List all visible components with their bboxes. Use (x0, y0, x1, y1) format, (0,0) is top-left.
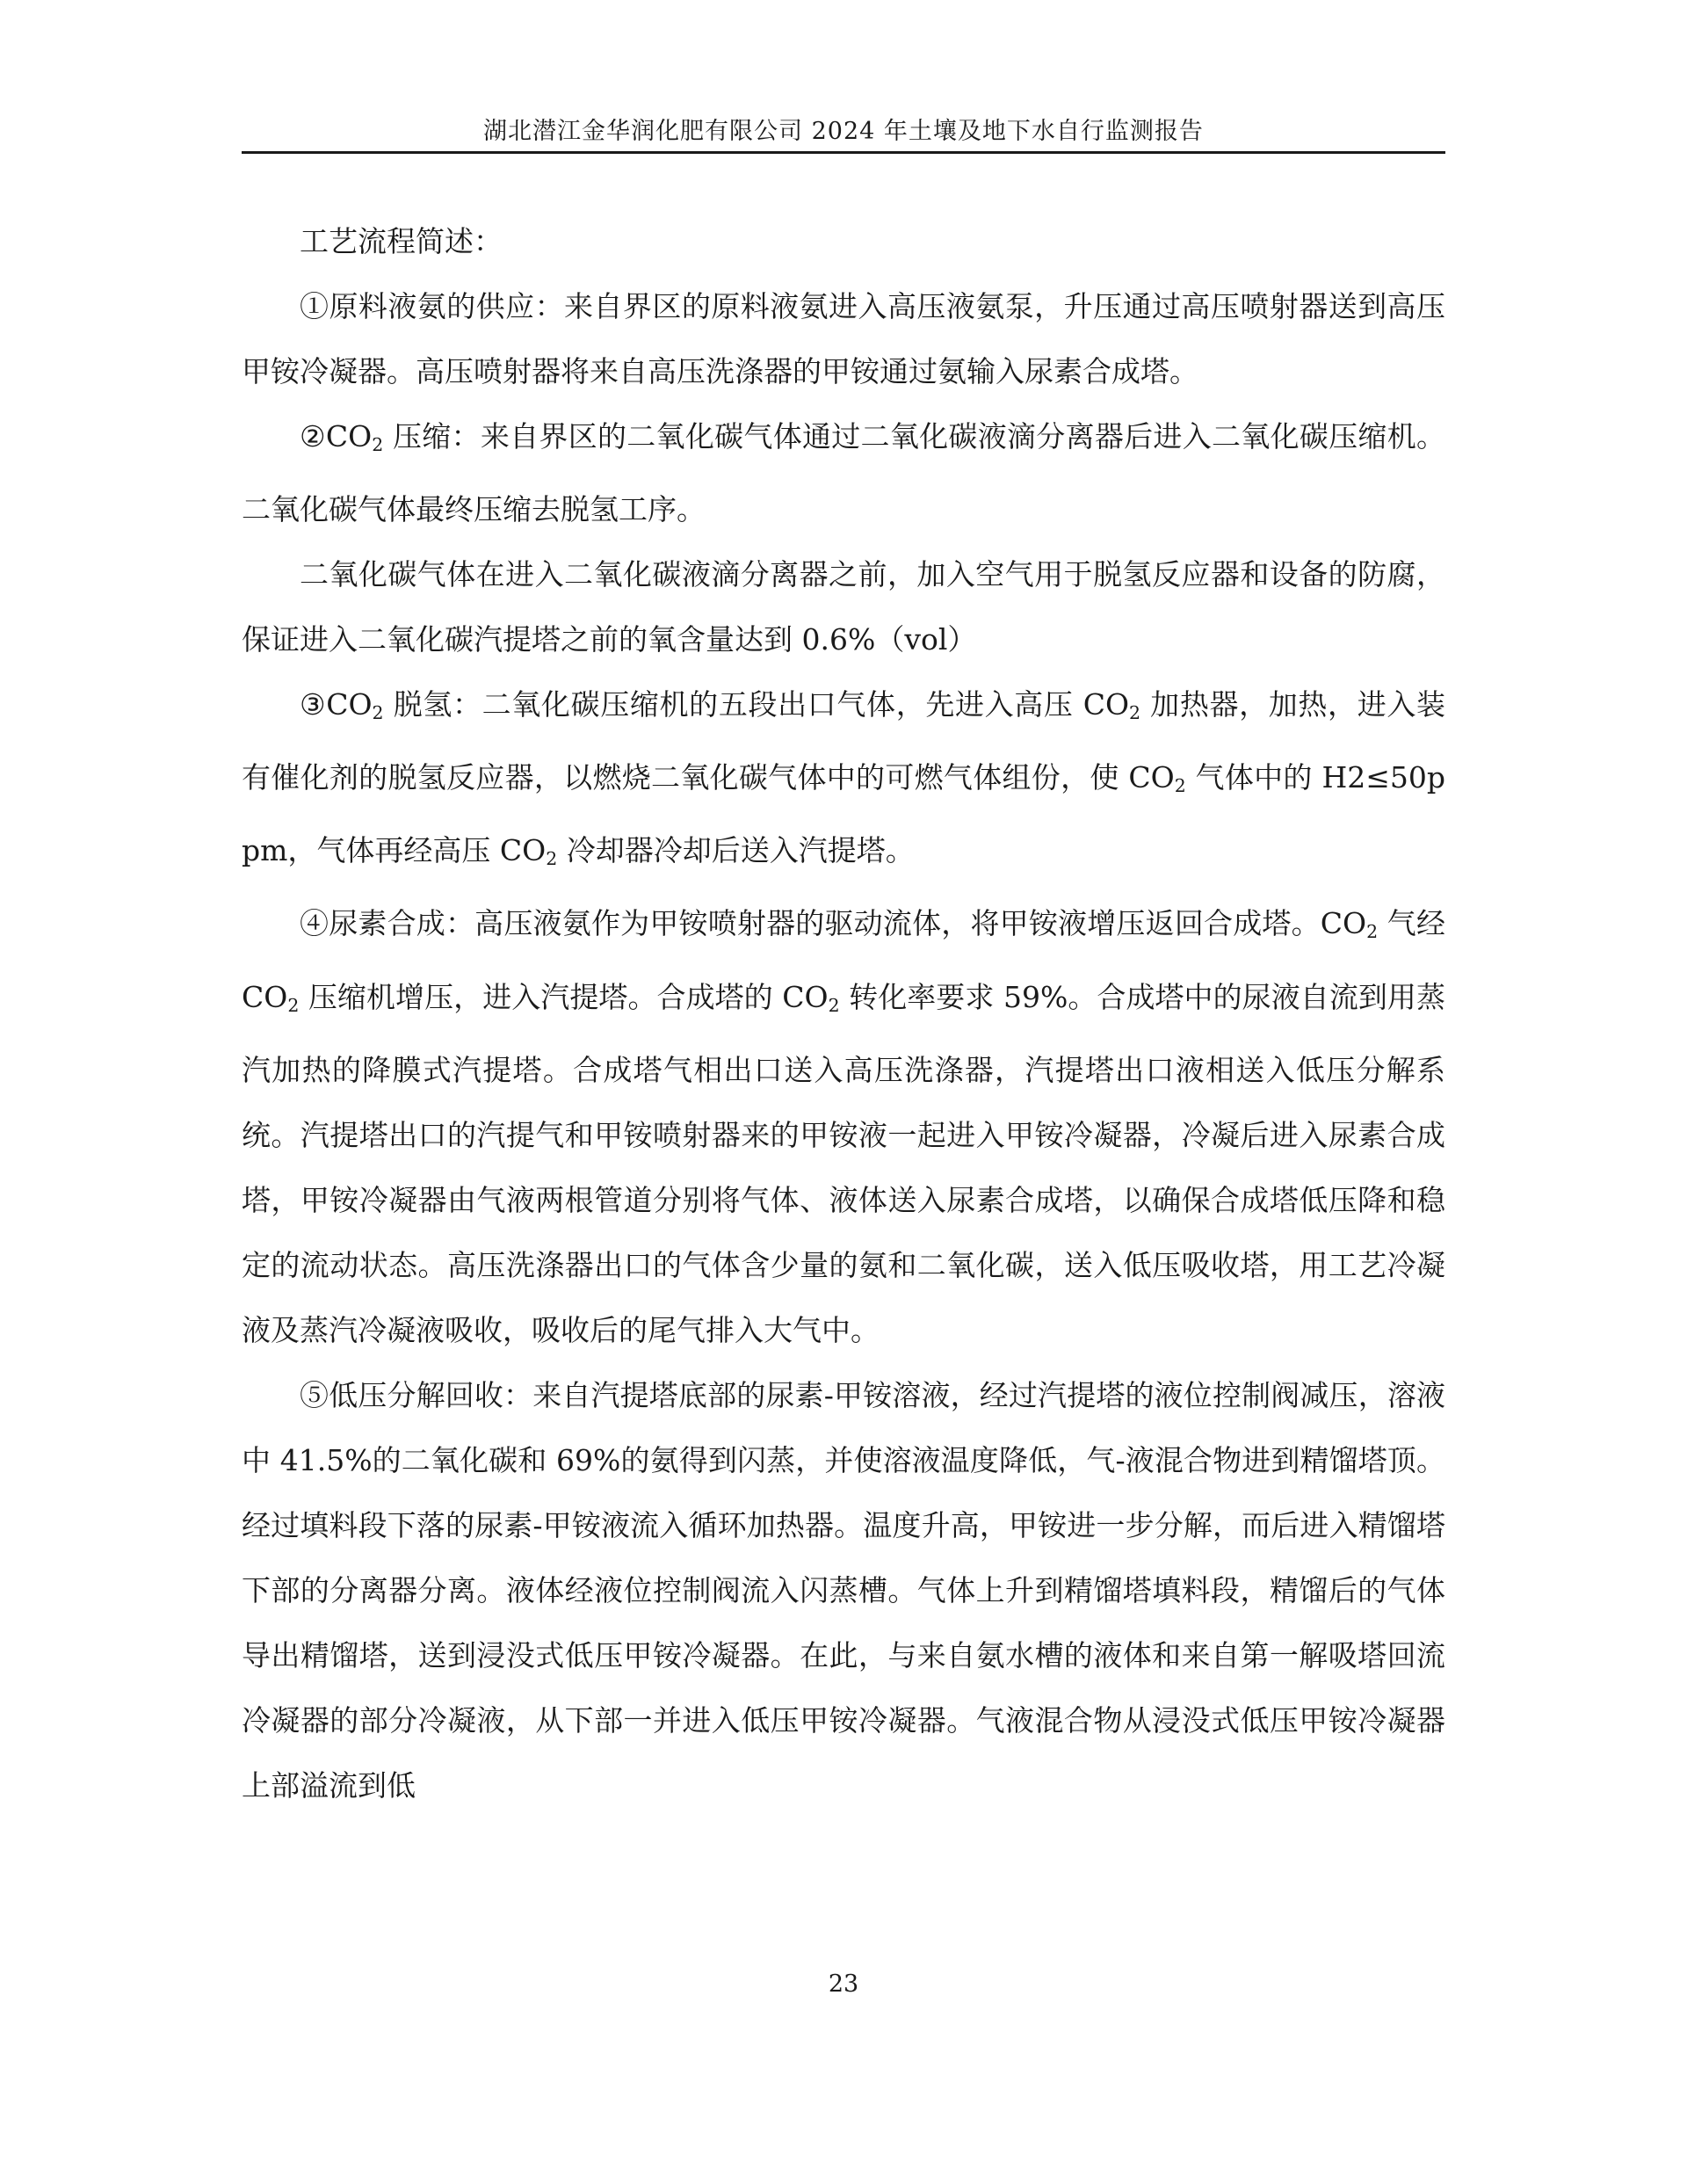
paragraph (242, 1363, 1445, 1818)
subscript-text: 2 (546, 848, 558, 870)
subscript-text: 2 (287, 994, 300, 1016)
header-rule (242, 151, 1445, 154)
text-run: 二氧化碳气体在进入二氧化碳液滴分离器之前，加入空气用于脱氢反应器和设备的防腐，保证进入二氧化碳汽提塔之前的氧含量达到 0.6%（vol） (242, 557, 1445, 657)
paragraph (242, 404, 1445, 542)
text-run: 加热器，加热，进入装有催化剂的脱氢反应器，以燃烧二氧化碳气体中的可燃气体组份，使 CO (242, 687, 1445, 795)
text-run: ③CO (300, 687, 373, 722)
paragraph (242, 274, 1445, 404)
text-run: 压缩机增压，进入汽提塔。合成塔的 CO (299, 979, 829, 1014)
text-run: 转化率要求 59%。合成塔中的尿液自流到用蒸汽加热的降膜式汽提塔。合成塔气相出口送入高压洗涤器，汽提塔出口液相送入低压分解系统。汽提塔出口的汽提气和甲铵喷射器来的甲铵液一起进入甲铵冷凝器，冷凝后进入尿素合成塔，甲铵冷凝器由气液两根管道分别将气体、液体送入尿素合成塔，以确保合成塔低压降和稳定的流动状态。高压洗涤器出口的气体含少量的氨和二氧化碳，送入低压吸收塔，用工艺冷凝液及蒸汽冷凝液吸收，吸收后的尾气排入大气中。 (242, 979, 1445, 1347)
paragraph (242, 672, 1445, 891)
text-run: ②CO (300, 419, 373, 453)
text-run: 气经 CO (242, 906, 1445, 1014)
subscript-text: 2 (372, 434, 384, 456)
subscript-text: 2 (1174, 775, 1186, 797)
text-run: 工艺流程简述： (300, 224, 503, 258)
text-run: ④尿素合成：高压液氨作为甲铵喷射器的驱动流体，将甲铵液增压返回合成塔。CO (300, 906, 1367, 941)
subscript-text: 2 (1129, 702, 1141, 724)
paragraph (242, 209, 1445, 274)
document-header: 湖北潜江金华润化肥有限公司 2024 年土壤及地下水自行监测报告 (483, 118, 1204, 145)
text-run: 冷却器冷却后送入汽提塔。 (557, 833, 915, 868)
document-body (242, 209, 1445, 1818)
page-number: 23 (828, 1970, 859, 1998)
subscript-text: 2 (1366, 921, 1379, 943)
text-run: 压缩：来自界区的二氧化碳气体通过二氧化碳液滴分离器后进入二氧化碳压缩机。二氧化碳气体最终压缩去脱氢工序。 (242, 419, 1446, 527)
paragraph (242, 542, 1445, 672)
paragraph (242, 891, 1445, 1362)
text-run: 脱氢：二氧化碳压缩机的五段出口气体，先进入高压 CO (383, 687, 1130, 722)
subscript-text: 2 (372, 702, 384, 724)
text-run: 气体中的 H2≤50ppm，气体再经高压 CO (242, 760, 1445, 868)
text-run: ①原料液氨的供应：来自界区的原料液氨进入高压液氨泵，升压通过高压喷射器送到高压甲铵冷凝器。高压喷射器将来自高压洗涤器的甲铵通过氨输入尿素合成塔。 (242, 289, 1445, 388)
subscript-text: 2 (828, 994, 840, 1016)
text-run: ⑤低压分解回收：来自汽提塔底部的尿素-甲铵溶液，经过汽提塔的液位控制阀减压，溶液中 41.5%的二氧化碳和 69%的氨得到闪蒸，并使溶液温度降低，气-液混合物进到精馏塔顶。经过填料段下落的尿素-甲铵液流入循环加热器。温度升高，甲铵进一步分解，而后进入精馏塔下部的分离器分离。液体经液位控制阀流入闪蒸槽。气体上升到精馏塔填料段，精馏后的气体导出精馏塔，送到浸没式低压甲铵冷凝器。在此，与来自氨水槽的液体和来自第一解吸塔回流冷凝器的部分冷凝液，从下部一并进入低压甲铵冷凝器。气液混合物从浸没式低压甲铵冷凝器上部溢流到低 (242, 1377, 1445, 1803)
